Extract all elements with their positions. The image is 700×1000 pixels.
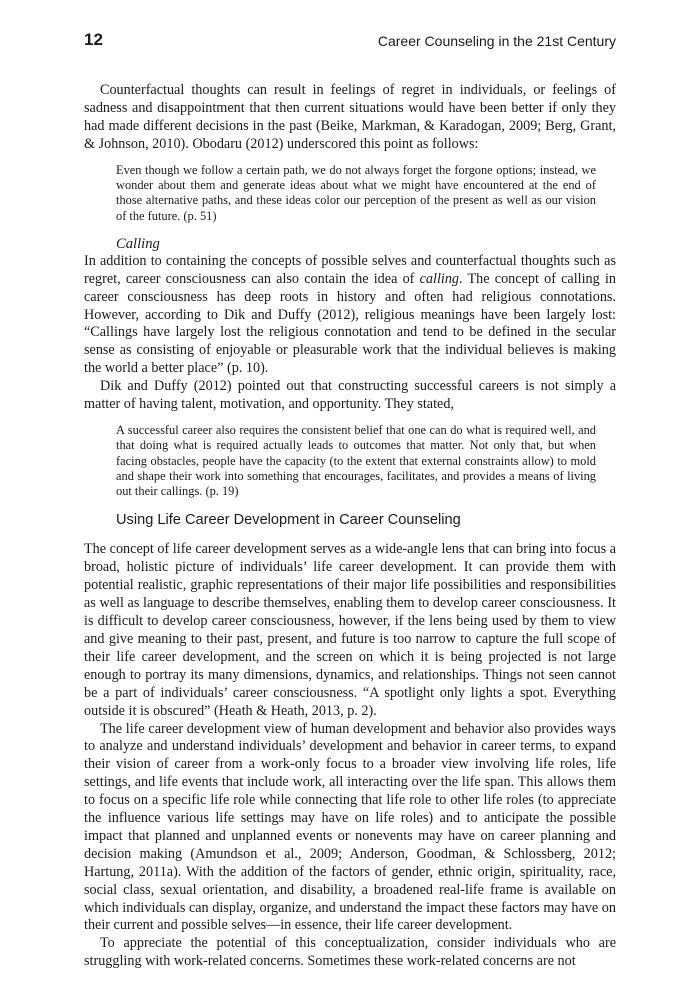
page-content bbox=[84, 82, 616, 971]
subheading-calling: Calling bbox=[116, 235, 160, 252]
page-number: 12 bbox=[84, 30, 103, 49]
paragraph-calling bbox=[84, 253, 616, 378]
paragraph-wide-angle-lens: The concept of life career development serves as a wide-angle lens that can bring into focus a broad, holistic picture of individuals’ life career development. It can provide them with potential realistic, graphic representations of their major life possibilities and responsibilities as well as language to describe themselves, enabling them to develop career consciousness. It is difficult to develop career consciousness, however, if the lens being used by them to view and give meaning to their past, present, and future is too narrow to capture the full scope of their life career development, and the screen on which it is being projected is not large enough to portray its many dimensions, dynamics, and relationships. Things not seen cannot be a part of individuals’ career consciousness. “A spotlight only lights a spot. Everything outside it is obscured” (Heath & Heath, 2013, p. 2). bbox=[84, 541, 616, 719]
paragraph-calling-part2: . The concept of calling in career consciousness has deep roots in history and often had religious connotations. However, according to Dik and Duffy (2012), religious meanings have been largely lost: “Callings have largely lost the religious connotation and tend to be defined in the secular sense as consisting of enjoyable or pleasurable work that the individual believes is making the world a better place” (p. 10). bbox=[84, 270, 616, 377]
paragraph-potential: To appreciate the potential of this conceptualization, consider individuals who are struggling with work-related concerns. Sometimes these work-related concerns are not bbox=[84, 935, 616, 970]
running-head bbox=[84, 30, 616, 52]
block-quote-obodaru: Even though we follow a certain path, we do not always forget the forgone options; instead, we wonder about them and generate ideas about what we might have encountered at the end of those alternative paths, and these ideas color our perception of the present as well as our vision of the future. (p. 51) bbox=[116, 162, 596, 223]
block-quote-dik-duffy: A successful career also requires the consistent belief that one can do what is required well, and that doing what is required actually leads to outcomes that matter. Not only that, but when facing obstacles, people have the capacity (to the extent that external constraints allow) to mold and shape their work into something that encourages, facilitates, and provides a means of living out their callings. (p. 19) bbox=[116, 422, 596, 499]
paragraph-calling-part1: In addition to containing the concepts of possible selves and counterfactual thoughts such as regret, career consciousness can also contain the idea of bbox=[84, 252, 616, 287]
section-heading: Using Life Career Development in Career Counseling bbox=[116, 512, 461, 529]
paragraph-dik-duffy: Dik and Duffy (2012) pointed out that constructing successful careers is not simply a matter of having talent, motivation, and opportunity. They stated, bbox=[84, 378, 616, 413]
paragraph-life-career-view: The life career development view of human development and behavior also provides ways to analyze and understand individuals’ development and behavior in career terms, to expand their vision of career from a work-only focus to a broader view involving life roles, life settings, and life events that include work, all interacting over the life span. This allows them to focus on a specific life role while connecting that life role to other life roles (to appreciate the influence various life settings may have on life roles) and to anticipate the possible impact that planned and unplanned events or nonevents may have on career planning and decision making (Amundson et al., 2009; Anderson, Goodman, & Schlossberg, 2012; Hartung, 2011a). With the addition of the factors of gender, ethnic origin, spirituality, race, social class, sexual orientation, and disability, a broadened real-life frame is available on which individuals can display, organize, and understand the impact these factors may have on their current and possible selves—in essence, their life career development. bbox=[84, 720, 616, 934]
calling-emphasis: calling bbox=[419, 270, 460, 287]
book-title: Career Counseling in the 21st Century bbox=[377, 33, 616, 49]
paragraph-counterfactual: Counterfactual thoughts can result in feelings of regret in individuals, or feelings of sadness and disappointment that then current situations would have been better if only they had made different decisions in the past (Beike, Markman, & Karadogan, 2009; Berg, Grant, & Johnson, 2010). Obodaru (2012) underscored this point as follows: bbox=[84, 82, 616, 152]
